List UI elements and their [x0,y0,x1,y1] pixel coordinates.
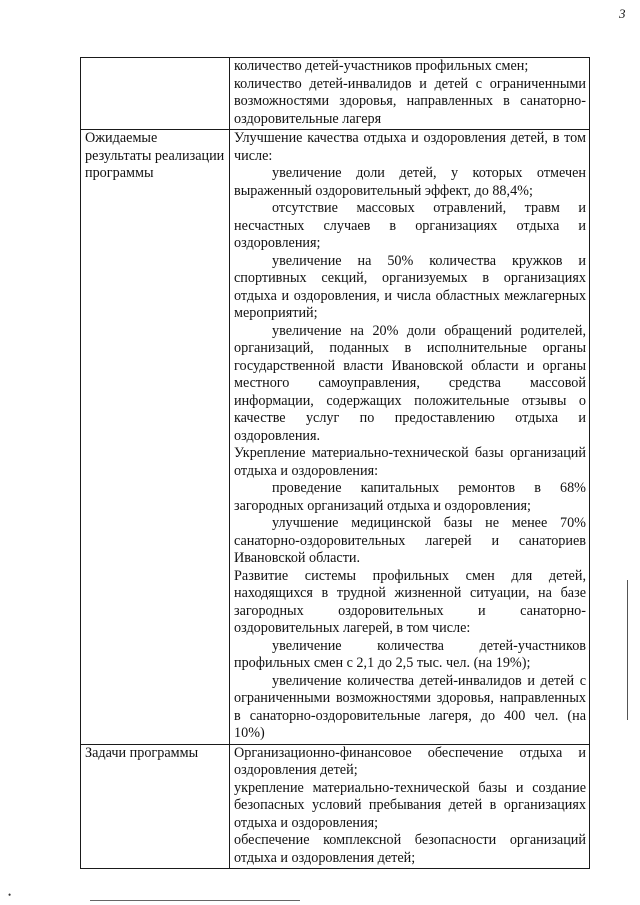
paragraph: улучшение медицинской базы не менее 70% санаторно-оздоровительных лагерей и санаториев Ивановской области. [234,515,586,566]
row-heading: Ожидаемые результаты реализации программы [81,130,230,745]
table-row [81,58,590,130]
program-table [80,57,590,869]
page-number: 3 [619,6,626,21]
footer-line [90,900,300,901]
paragraph: увеличение доли детей, у которых отмечен выраженный оздоровительный эффект, до 88,4%; [234,165,586,199]
scan-mark: • [8,890,12,900]
row-content [230,130,590,745]
paragraph: Развитие системы профильных смен для детей, находящихся в трудной жизненной ситуации, на базе загородных оздоровительных и санаторно-оздоровительных лагерей, в том числе: [234,567,586,636]
paragraph: увеличение на 20% доли обращений родителей, организаций, поданных в исполнительные органы государственной власти Ивановской области и органы местного самоуправления, средства массовой информации, содержащих положительные отзывы о качестве услуг по предоставлению отдыха и оздоровления. [234,322,586,444]
paragraph: увеличение на 50% количества кружков и спортивных секций, организуемых в организациях отдыха и оздоровления, и числа областных межлагерных мероприятий; [234,252,586,321]
row-content [230,744,590,869]
paragraph: обеспечение комплексной безопасности организаций отдыха и оздоровления детей; [234,832,586,866]
paragraph: увеличение количества детей-инвалидов и детей с ограниченными возможностями здоровья, направленных в санаторно-оздоровительные лагеря, до 400 чел. (на 10%) [234,672,586,741]
row-heading [81,58,230,130]
paragraph: проведение капитальных ремонтов в 68% загородных организаций отдыха и оздоровления; [234,480,586,514]
table-row [81,130,590,745]
paragraph: увеличение количества детей-участников профильных смен с 2,1 до 2,5 тыс. чел. (на 19%); [234,637,586,671]
paragraph: Организационно-финансовое обеспечение отдыха и оздоровления детей; [234,744,586,778]
scan-edge-mark [627,580,628,720]
table-row [81,744,590,869]
paragraph: укрепление материально-технической базы и создание безопасных условий пребывания детей в организациях отдыха и оздоровления; [234,779,586,831]
paragraph: Укрепление материально-технической базы организаций отдыха и оздоровления: [234,445,586,479]
paragraph: отсутствие массовых отравлений, травм и несчастных случаев в организациях отдыха и оздоровления; [234,200,586,251]
row-heading: Задачи программы [81,744,230,869]
paragraph: количество детей-участников профильных смен; [234,58,529,74]
paragraph: количество детей-инвалидов и детей с ограниченными возможностями здоровья, направленных в санаторно-оздоровительные лагеря [234,75,586,127]
paragraph: Улучшение качества отдыха и оздоровления детей, в том числе: [234,130,586,164]
row-content [230,58,590,130]
